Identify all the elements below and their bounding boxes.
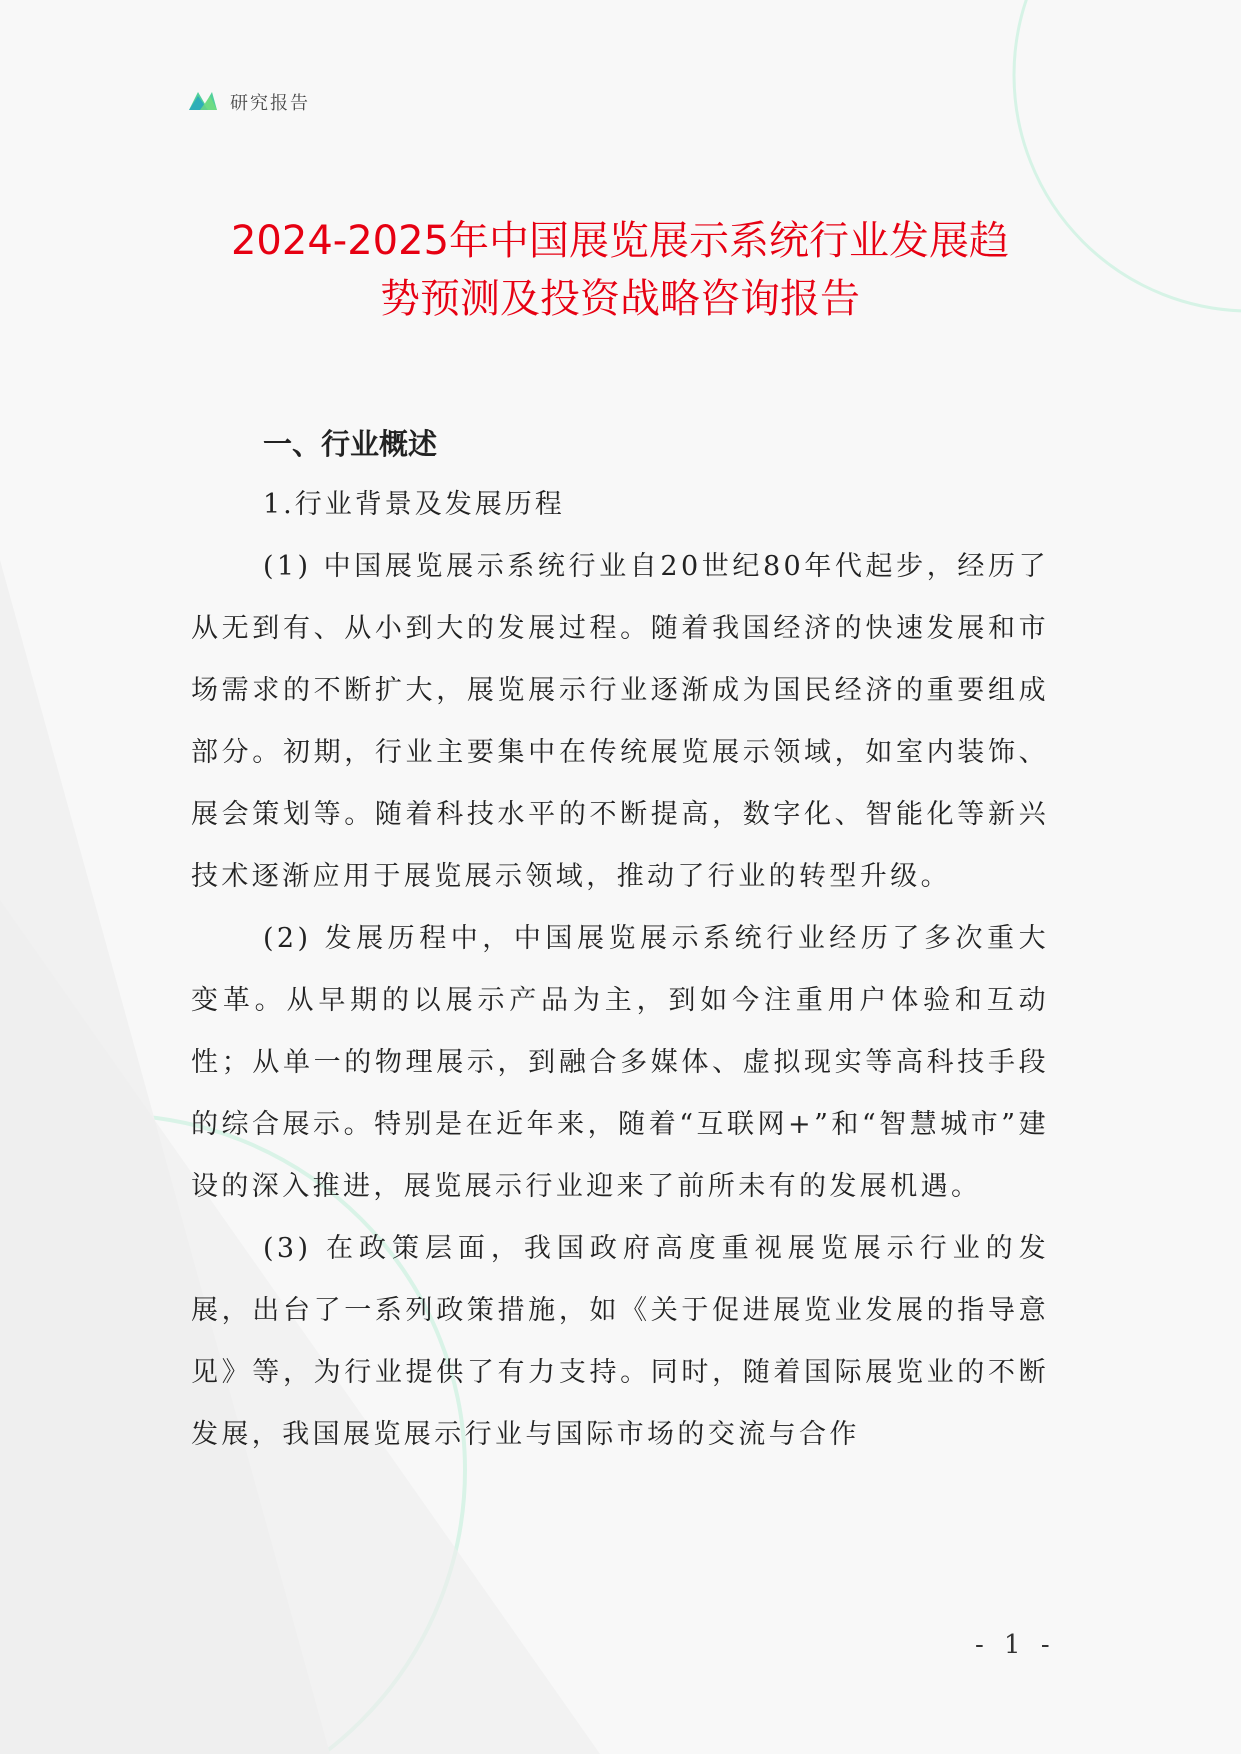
document-title [150,212,1090,328]
subsection-heading: 1.行业背景及发展历程 [263,489,565,520]
brand-label: 研究报告 [230,93,310,114]
title-line-1: 2024-2025年中国展览展示系统行业发展趋 [230,218,1010,264]
paragraph-2: (2) 发展历程中，中国展览展示系统行业经历了多次重大变革。从早期的以展示产品为主，到如今注重用户体验和互动性；从单一的物理展示，到融合多媒体、虚拟现实等高科技手段的综合展示。特别是在近年来，随着“互联网+”和“智慧城市”建设的深入推进，展览展示行业迎来了前所未有的发展机遇。 [191,923,1049,1202]
brand-header [186,88,310,116]
document-body [191,414,1049,1466]
paragraph-3: (3) 在政策层面，我国政府高度重视展览展示行业的发展，出台了一系列政策措施，如《关于促进展览业发展的指导意见》等，为行业提供了有力支持。同时，随着国际展览业的不断发展，我国展览展示行业与国际市场的交流与合作 [191,1233,1049,1450]
brand-logo-icon [186,88,220,116]
paragraph-1: (1) 中国展览展示系统行业自20世纪80年代起步，经历了从无到有、从小到大的发展过程。随着我国经济的快速发展和市场需求的不断扩大，展览展示行业逐渐成为国民经济的重要组成部分。初期，行业主要集中在传统展览展示领域，如室内装饰、展会策划等。随着科技水平的不断提高，数字化、智能化等新兴技术逐渐应用于展览展示领域，推动了行业的转型升级。 [191,551,1049,892]
section-heading: 一、行业概述 [263,427,438,461]
page-number: - 1 - [975,1630,1056,1660]
title-line-2: 势预测及投资战略咨询报告 [380,276,860,322]
